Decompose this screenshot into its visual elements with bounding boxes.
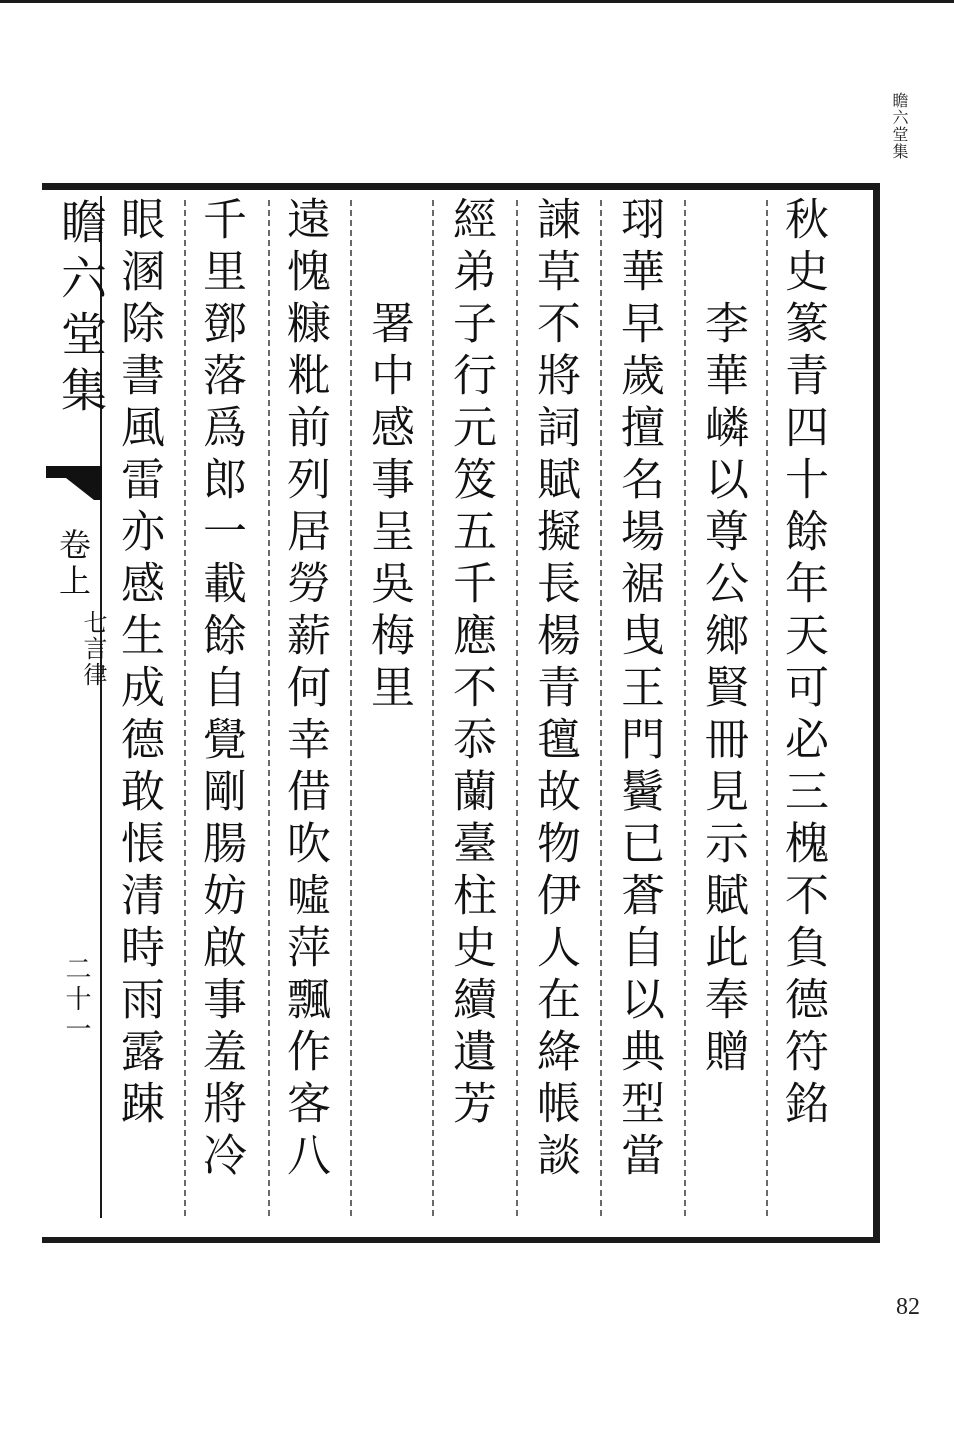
running-title: 瞻六堂集 xyxy=(890,92,909,160)
column-rule xyxy=(268,200,270,1216)
text-column-1: 秋史篆青四十餘年天可必三槐不負德符銘 xyxy=(777,196,828,1132)
text-column-2: 李華嶙以尊公鄉賢冊見示賦此奉贈 xyxy=(697,300,748,1080)
page-number: 82 xyxy=(896,1294,920,1320)
column-rule xyxy=(432,200,434,1216)
text-column-6: 署中感事呈吳梅里 xyxy=(363,300,414,716)
column-rule xyxy=(184,200,186,1216)
column-rule xyxy=(350,200,352,1216)
column-rule xyxy=(766,200,768,1216)
margin-column xyxy=(46,190,108,1230)
top-border-rule xyxy=(0,0,954,3)
volume-label: 卷上 xyxy=(54,528,92,600)
leaf-number: 二十一 xyxy=(61,955,91,1045)
text-column-4: 諫草不將詞賦擬長楊青氊故物伊人在絳帳談 xyxy=(529,196,580,1184)
book-title: 瞻六堂集 xyxy=(54,198,108,422)
genre-label: 七言律 xyxy=(79,610,107,688)
text-column-9: 眼溷除書風雷亦感生成德敢悵清時雨露踈 xyxy=(113,196,164,1132)
fish-tail-ornament xyxy=(46,466,102,500)
text-column-8: 千里鄧落爲郎一載餘自覺剛腸妨啟事羞將冷 xyxy=(195,196,246,1184)
column-rule xyxy=(684,200,686,1216)
text-column-3: 珝華早歲擅名場裾曳王門鬢已蒼自以典型當 xyxy=(613,196,664,1184)
column-rule xyxy=(600,200,602,1216)
column-rule xyxy=(516,200,518,1216)
text-column-7: 遠愧糠粃前列居勞薪何幸借吹噓萍飄作客八 xyxy=(279,196,330,1184)
text-column-5: 經弟子行元笈五千應不忝蘭臺柱史續遺芳 xyxy=(445,196,496,1132)
